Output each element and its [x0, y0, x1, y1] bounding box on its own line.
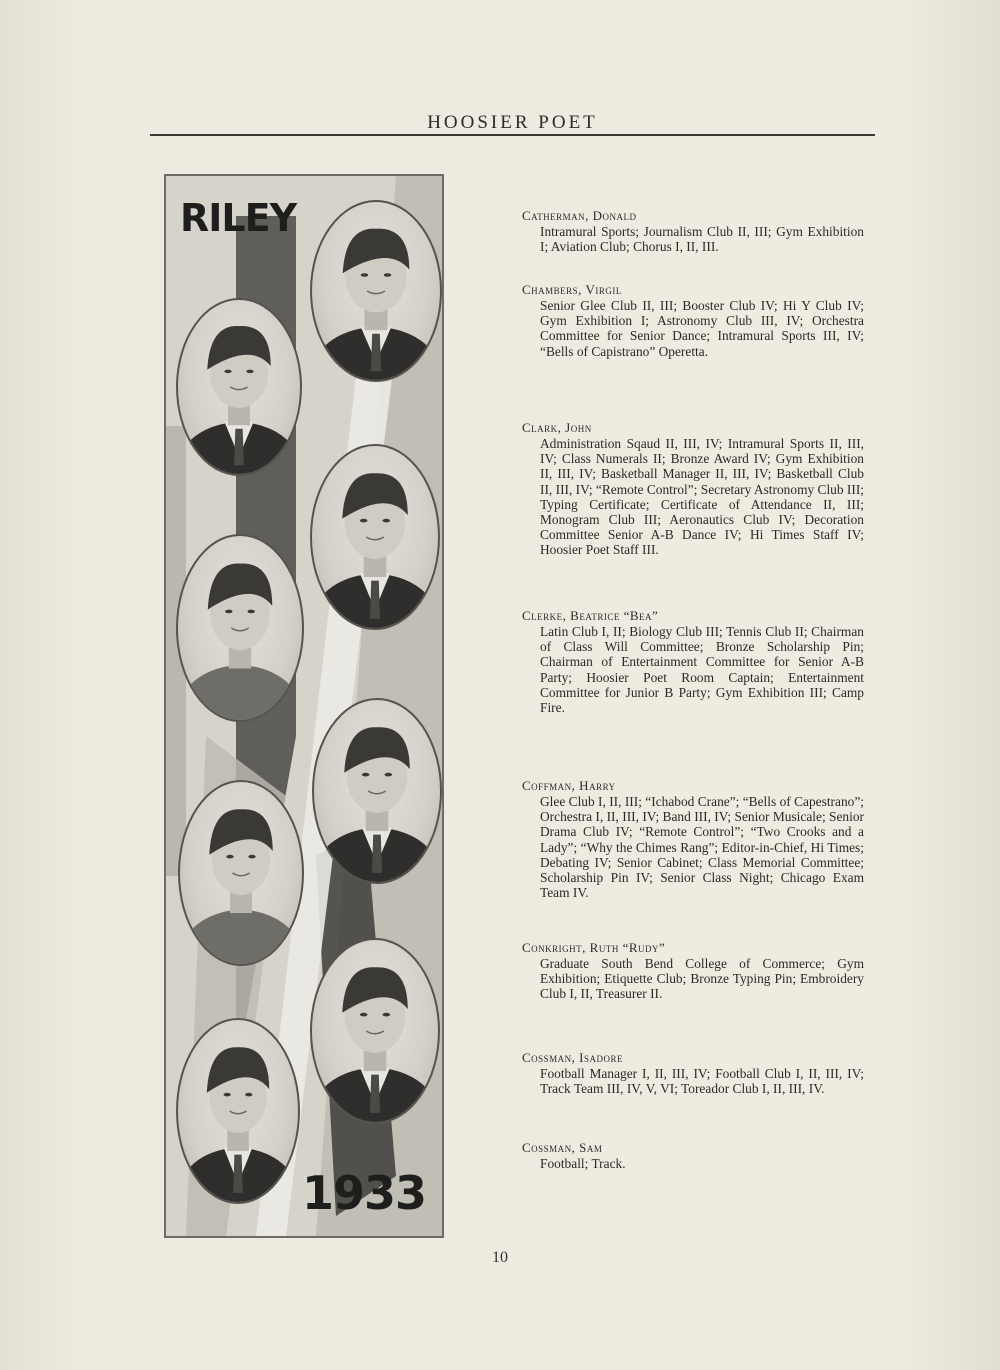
entry-cossman-isadore [522, 1050, 864, 1096]
entry-chambers [522, 282, 864, 359]
left-eye [224, 1093, 231, 1097]
page-number: 10 [492, 1249, 508, 1266]
entry-activities: Graduate South Bend College of Commerce; Gym Exhibition; Etiquette Club; Bronze Typing Pin; Embroidery Club I, II, Treasurer II. [540, 956, 864, 1002]
right-eye [247, 610, 254, 614]
right-eye [385, 773, 393, 777]
portrait-silhouette [180, 782, 302, 964]
entry-name: Catherman, Donald [522, 208, 637, 223]
portrait-silhouette [178, 300, 300, 474]
left-eye [360, 519, 368, 523]
shoulders [180, 909, 302, 964]
entry-activities: Intramural Sports; Journalism Club II, III; Gym Exhibition I; Aviation Club; Chorus I, II, III. [540, 224, 864, 255]
shoulders [178, 665, 302, 720]
entry-activities: Senior Glee Club II, III; Booster Club IV; Hi Y Club IV; Gym Exhibition I; Astronomy Club III, IV; Orchestra Committee for Senior Dance; Intramural Sports III, IV; “Bells of Capistrano” Operetta. [540, 298, 864, 359]
necktie [372, 835, 382, 873]
portrait-chambers [176, 298, 302, 476]
portrait-silhouette [312, 202, 440, 380]
entry-clark [522, 420, 864, 558]
necktie [371, 334, 381, 371]
portrait-clerke [176, 534, 304, 722]
entry-name: Clerke, Beatrice “Bea” [522, 608, 659, 623]
necktie [370, 1075, 380, 1113]
portrait-conkright [178, 780, 304, 966]
entry-activities: Football Manager I, II, III, IV; Football Club I, II, III, IV; Track Team III, IV, V, VI; Toreador Club I, II, III, IV. [540, 1066, 864, 1097]
entry-activities: Latin Club I, II; Biology Club III; Tennis Club II; Chairman of Class Will Committee; Bronze Scholarship Pin; Chairman of Entertainment Committee for Senior A-B Party; Hoosier Poet Room Captain; Entertainment Committee for Junior B Party; Gym Exhibition III; Camp Fire. [540, 624, 864, 716]
portrait-silhouette [312, 940, 438, 1122]
portrait-silhouette [312, 446, 438, 628]
entry-name: Clark, John [522, 420, 592, 435]
necktie [234, 429, 244, 466]
left-eye [361, 273, 369, 277]
left-eye [360, 1013, 368, 1017]
entry-name: Cossman, Isadore [522, 1050, 624, 1065]
entry-cossman-sam [522, 1140, 864, 1171]
entry-name: Conkright, Ruth “Rudy” [522, 940, 666, 955]
entry-activities: Football; Track. [540, 1156, 626, 1171]
right-eye [245, 1093, 252, 1097]
portrait-silhouette [178, 1020, 298, 1202]
entry-conkright [522, 940, 864, 1002]
portrait-silhouette [314, 700, 440, 882]
portrait-cossman-isadore [176, 1018, 300, 1204]
portrait-catherman [310, 200, 442, 382]
right-eye [384, 273, 392, 277]
left-eye [224, 370, 231, 373]
right-eye [383, 1013, 391, 1017]
entry-name: Coffman, Harry [522, 778, 616, 793]
entry-name: Cossman, Sam [522, 1140, 603, 1155]
right-eye [246, 370, 253, 373]
portrait-silhouette [178, 536, 302, 720]
entry-coffman [522, 778, 864, 900]
necktie [233, 1155, 243, 1193]
header-rule [150, 134, 875, 136]
photo-panel [164, 174, 444, 1238]
entry-activities: Glee Club I, II, III; “Ichabod Crane”; “Bells of Capestrano”; Orchestra I, II, III, IV; Band III, IV; Senior Musicale; Senior Drama Club IV; “Remote Control”; “Two Crooks and a Lady”; “Why the Chimes Rang”; Editor-in-Chief, Hi Times; Debating IV; Senior Cabinet; Class Memorial Committee; Scholarship Pin IV; Senior Class Night; Chicago Exam Team IV. [540, 794, 864, 901]
left-eye [226, 855, 233, 859]
right-eye [383, 519, 391, 523]
portrait-clark [310, 444, 440, 630]
entry-catherman [522, 208, 864, 254]
portrait-coffman [312, 698, 442, 884]
riley-lettering: RILEY [180, 196, 297, 240]
entry-activities: Administration Sqaud II, III, IV; Intramural Sports II, III, IV; Class Numerals II; Bronze Award IV; Gym Exhibition II, III, IV; Basketball Manager II, III, IV; Basketball Club II, III, IV; “Remote Control”; Secretary Astronomy Club III; Typing Certificate; Certificate of Attendance II, III; Monogram Club III; Aeronautics Club IV; Decoration Committee Senior A-B Dance IV; Hi Times Staff IV; Hoosier Poet Staff III. [540, 436, 865, 558]
entry-clerke [522, 608, 864, 715]
necktie [370, 581, 380, 619]
portrait-cossman-sam [310, 938, 440, 1124]
year-lettering: 1933 [302, 1166, 427, 1220]
left-eye [362, 773, 370, 777]
right-eye [248, 855, 255, 859]
entry-name: Chambers, Virgil [522, 282, 622, 297]
running-header: HOOSIER POET [427, 112, 598, 133]
left-eye [225, 610, 232, 614]
